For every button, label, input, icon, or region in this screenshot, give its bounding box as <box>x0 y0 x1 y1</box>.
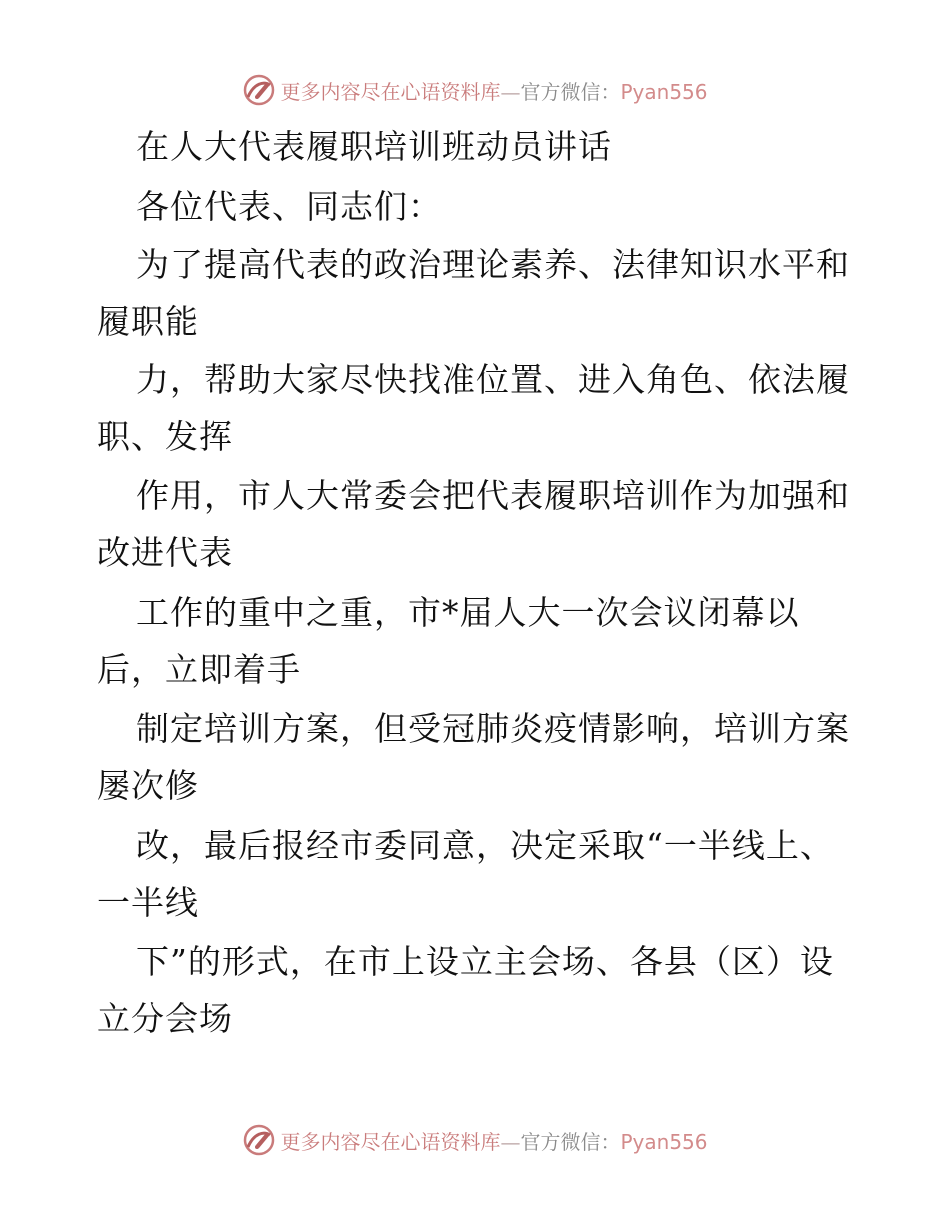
watermark-label: 官方微信： <box>520 79 621 104</box>
header-watermark <box>0 70 950 110</box>
watermark-text: 更多内容尽在心语资料库 <box>280 79 501 104</box>
logo-icon <box>242 1123 276 1157</box>
watermark-id: Pyan556 <box>620 1129 708 1154</box>
paragraph-line: 制定培训方案，但受冠肺炎疫情影响，培训方案 <box>136 709 850 748</box>
paragraph-line: 后，立即着手 <box>97 650 301 689</box>
paragraph-line: 为了提高代表的政治理论素养、法律知识水平和 <box>136 245 850 284</box>
document-title: 在人大代表履职培训班动员讲话 <box>136 127 612 166</box>
paragraph-line: 力，帮助大家尽快找准位置、进入角色、依法履 <box>136 360 850 399</box>
paragraph-line: 一半线 <box>97 883 199 922</box>
paragraph-line: 工作的重中之重，市*届人大一次会议闭幕以 <box>136 593 800 632</box>
watermark-dash: — <box>500 1129 521 1154</box>
paragraph-line: 改，最后报经市委同意，决定采取“一半线上、 <box>136 826 834 865</box>
watermark-id: Pyan556 <box>620 79 708 104</box>
paragraph-line: 职、发挥 <box>97 417 233 456</box>
paragraph-line: 改进代表 <box>97 533 233 572</box>
paragraph-line: 下”的形式，在市上设立主会场、各县（区）设 <box>136 942 834 981</box>
paragraph-line: 屡次修 <box>97 766 199 805</box>
paragraph-line: 立分会场 <box>97 999 233 1038</box>
paragraph-line: 履职能 <box>97 302 199 341</box>
logo-icon <box>242 73 276 107</box>
salutation: 各位代表、同志们： <box>136 187 442 226</box>
watermark-label: 官方微信： <box>520 1129 621 1154</box>
paragraph-line: 作用，市人大常委会把代表履职培训作为加强和 <box>136 476 850 515</box>
watermark-dash: — <box>500 79 521 104</box>
watermark-text: 更多内容尽在心语资料库 <box>280 1129 501 1154</box>
footer-watermark <box>0 1120 950 1160</box>
